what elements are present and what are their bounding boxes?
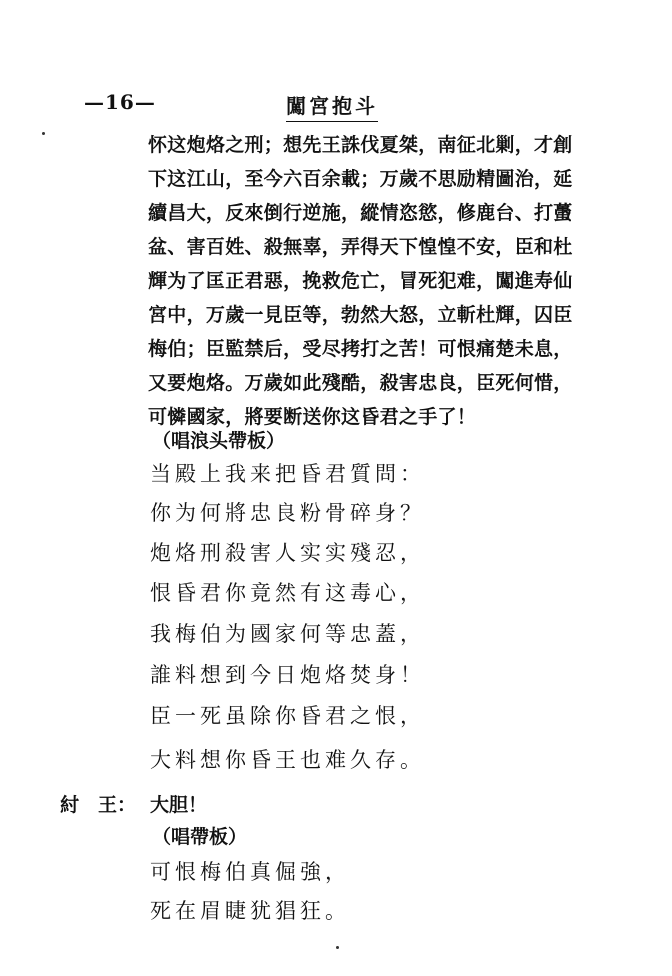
speaker-name: 紂 王：: [60, 794, 137, 816]
verse-line: 你为何將忠良粉骨碎身？: [150, 501, 425, 525]
verse-line: 誰料想到今日炮烙焚身！: [150, 663, 425, 687]
prose-line: 下这江山，至今六百余載；万歲不思励精圖治，延: [148, 168, 573, 190]
verse-line: 炮烙刑殺害人实实殘忍，: [150, 541, 425, 565]
prose-line: 盆、害百姓、殺無辜，弄得天下惶惶不安，臣和杜: [148, 236, 573, 258]
verse-line: 可恨梅伯真倔強，: [150, 860, 350, 884]
verse-line: 臣一死虽除你昏君之恨，: [150, 704, 425, 728]
verse-line: 大料想你昏王也难久存。: [150, 748, 425, 772]
prose-line: 又要炮烙。万歲如此殘酷，殺害忠良，臣死何惜，: [148, 372, 573, 394]
prose-line: 續昌大，反來倒行逆施，縱情恣慾，修鹿台、打蠆: [148, 202, 573, 224]
speaker-line: 大胆！: [150, 794, 208, 816]
prose-line: 宮中，万歲一見臣等，勃然大怒，立斬杜輝，囚臣: [148, 304, 573, 326]
scan-speck: [42, 132, 45, 135]
verse-line: 我梅伯为國家何等忠蓋，: [150, 622, 425, 646]
page-number: —16—: [84, 90, 156, 114]
prose-line: 梅伯；臣監禁后，受尽拷打之苦！可恨痛楚未息，: [148, 338, 573, 360]
prose-line: 怀这炮烙之刑；想先王誅伐夏桀，南征北剿，才創: [148, 134, 573, 156]
stage-direction: （唱帶板）: [152, 826, 248, 848]
scan-speck: [336, 946, 339, 949]
prose-line: 可憐國家，將要断送你这昏君之手了！: [148, 406, 477, 428]
stage-direction: （唱浪头帶板）: [152, 430, 286, 452]
prose-paragraph: [148, 128, 618, 434]
verse-line: 死在眉睫犹猖狂。: [150, 899, 350, 923]
verse-line: 当殿上我来把昏君質問：: [150, 462, 425, 486]
verse-line: 恨昏君你竟然有这毒心，: [150, 581, 425, 605]
prose-line: 輝为了匡正君惡，挽救危亡，冒死犯难，闖進寿仙: [148, 270, 573, 292]
running-title: 闖宮抱斗: [286, 90, 378, 122]
